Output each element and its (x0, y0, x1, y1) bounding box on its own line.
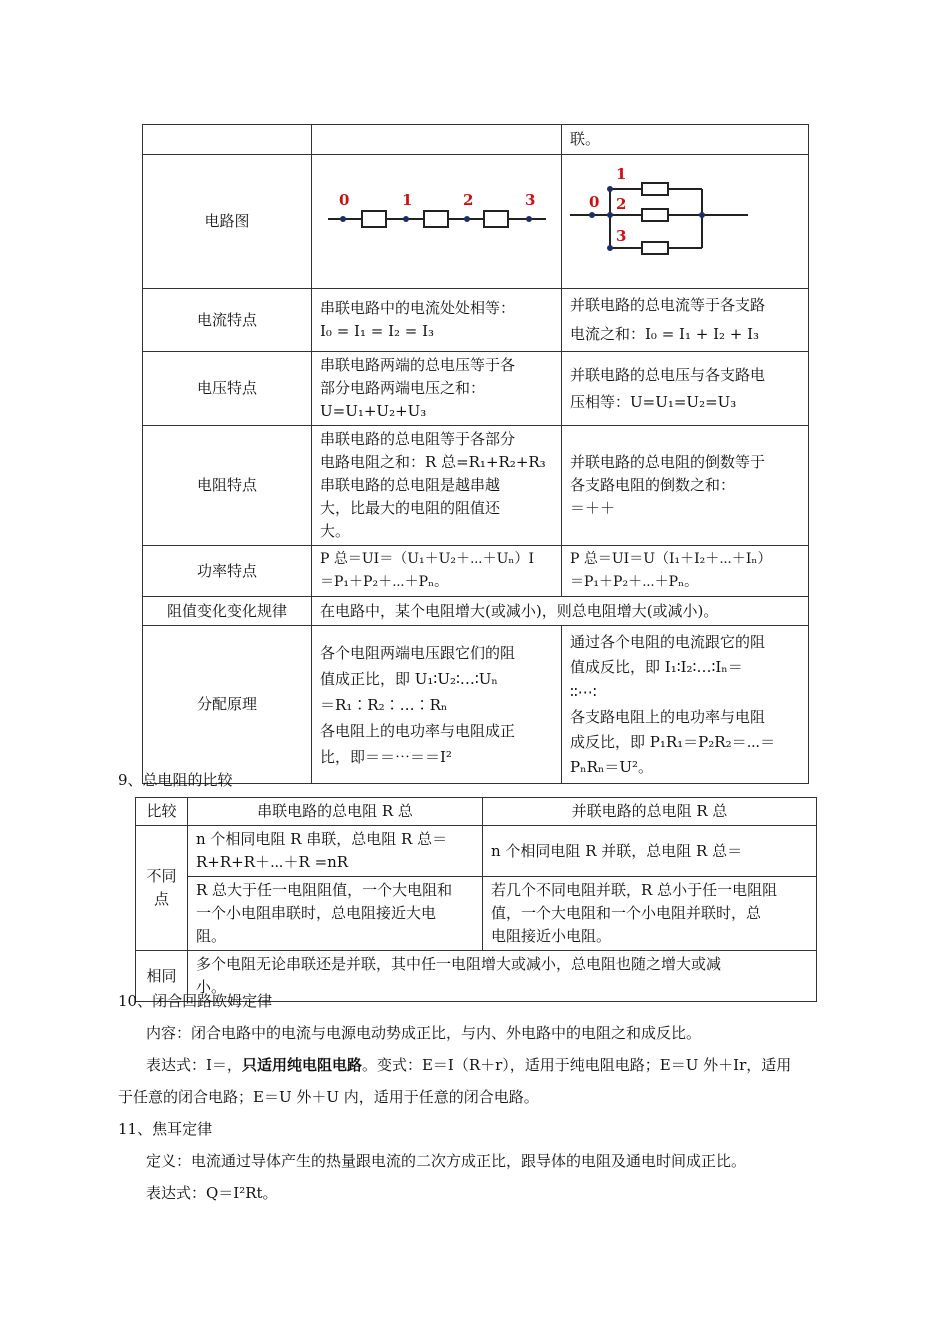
row-label-circuit: 电路图 (143, 155, 312, 289)
text-line: 并联电路的总电阻的倒数等于 (570, 453, 766, 471)
diff2-parallel-cell (483, 877, 817, 951)
section-11-heading: 11、焦耳定律 (118, 1120, 213, 1138)
text-line: U=U₁+U₂+U₃ (320, 402, 427, 420)
series-power-cell (312, 546, 562, 597)
text-line: 串联电路的总电阻是越串越 (320, 476, 501, 494)
expr-part: 表达式：I＝， (146, 1056, 242, 1074)
text-line: 值成正比，即 U₁∶U₂∶…∶Uₙ (320, 669, 498, 688)
text-line: 并联电路的总电压与各支路电 (570, 365, 766, 384)
ohm-expression-cont: 于任意的闭合电路；E＝U 外＋U 内，适用于任意的闭合电路。 (118, 1088, 539, 1106)
text-line: ＝＋＋ (570, 499, 616, 517)
rule-cell: 在电路中，某个电阻增大(或减小)，则总电阻增大(或减小)。 (312, 597, 809, 626)
series-circuit-svg (312, 155, 560, 281)
diff1-parallel-cell: n 个相同电阻 R 并联，总电阻 R 总＝ (483, 826, 817, 877)
series-current-cell (312, 289, 562, 352)
same-label: 相同 (136, 951, 188, 1002)
row-label-rule: 阻值变化变化规律 (143, 597, 312, 626)
diff2-series-cell (188, 877, 483, 951)
text-line: 电流之和：I₀ = I₁ + I₂ + I₃ (570, 325, 760, 343)
text-line: ∶∶⋯∶ (570, 682, 597, 701)
row-label-voltage: 电压特点 (143, 352, 312, 426)
text-line: 电路电阻之和：R 总=R₁+R₂+R₃ (320, 453, 546, 471)
table-header: 串联电路的总电阻 R 总 (188, 798, 483, 826)
total-resistance-table (135, 797, 817, 1002)
row-label-resistance: 电阻特点 (143, 426, 312, 546)
parallel-resistance-cell (562, 426, 809, 546)
parallel-distribution-cell (562, 626, 809, 784)
row-label-power: 功率特点 (143, 546, 312, 597)
text-line: 压相等：U=U₁=U₂=U₃ (570, 392, 737, 411)
text-line: ＝P₁＋P₂＋⋯＋Pₙ。 (570, 574, 699, 590)
row-label-distribution: 分配原理 (143, 626, 312, 784)
series-parallel-table (142, 124, 809, 784)
text-line: 串联电路两端的总电压等于各 (320, 356, 516, 374)
text-line: R+R+R＋⋯＋R =nR (196, 853, 349, 871)
text-line: 小。 (196, 978, 227, 996)
node-label: 2 (616, 195, 627, 213)
text-line: PₙRₙ＝U²。 (570, 757, 654, 776)
text-line: 通过各个电阻的电流跟它的阻 (570, 632, 766, 651)
cell-empty (143, 125, 312, 155)
text-line: n 个相同电阻 R 串联，总电阻 R 总＝ (196, 830, 448, 848)
text-line: 若几个不同电阻并联，R 总小于任一电阻阻 (491, 881, 778, 899)
node-label: 0 (339, 191, 350, 209)
same-cell (188, 951, 817, 1002)
text-line: ＝R₁∶R₂∶…∶Rₙ (320, 695, 448, 714)
text-line: 各电阻上的电功率与电阻成正 (320, 721, 516, 740)
text-line: 各个电阻两端电压跟它们的阻 (320, 643, 516, 662)
text-line: 电阻接近小电阻。 (491, 927, 612, 945)
text-line: P 总＝UI＝U（I₁＋I₂＋⋯＋Iₙ） (570, 551, 772, 567)
ohm-content: 内容：闭合电路中的电流与电源电动势成正比，与内、外电路中的电阻之和成反比。 (146, 1024, 702, 1042)
node-label: 2 (463, 191, 474, 209)
text-line: 阻。 (196, 927, 227, 945)
text-line: 串联电路中的电流处处相等： (320, 299, 516, 317)
node-label: 3 (616, 227, 627, 245)
text-line: P 总＝UI＝（U₁＋U₂＋⋯＋Uₙ）I (320, 551, 535, 567)
node-label: 1 (402, 191, 413, 209)
expr-part: 。变式：E＝I（R＋r），适用于纯电阻电路；E＝U 外＋Ir，适用 (361, 1056, 792, 1074)
text-line: 值成反比，即 I₁∶I₂∶…∶Iₙ＝ (570, 657, 743, 676)
text-line: I₀ = I₁ = I₂ = I₃ (320, 322, 435, 340)
table-header: 比较 (136, 798, 188, 826)
text-line: R 总大于任一电阻阻值，一个大电阻和 (196, 881, 453, 899)
series-distribution-cell (312, 626, 562, 784)
diff-label: 不同点 (136, 826, 188, 951)
text-line: 多个电阻无论串联还是并联，其中任一电阻增大或减小，总电阻也随之增大或减 (196, 955, 722, 973)
series-voltage-cell (312, 352, 562, 426)
series-resistance-cell (312, 426, 562, 546)
parallel-circuit-svg (562, 155, 808, 281)
text-line: 大。 (320, 522, 351, 540)
parallel-circuit-diagram (562, 155, 809, 289)
cell-text: 联。 (562, 125, 809, 155)
text-line: 值，一个大电阻和一个小电阻并联时，总 (491, 904, 762, 922)
text-line: 部分电路两端电压之和： (320, 379, 486, 397)
section-9-heading: 9、总电阻的比较 (118, 771, 233, 789)
text-line: 成反比，即 P₁R₁＝P₂R₂＝⋯＝ (570, 732, 776, 751)
joule-definition: 定义：电流通过导体产生的热量跟电流的二次方成正比，跟导体的电阻及通电时间成正比。 (146, 1152, 747, 1170)
text-line: 并联电路的总电流等于各支路 (570, 296, 766, 314)
parallel-power-cell (562, 546, 809, 597)
text-line: 串联电路的总电阻等于各部分 (320, 430, 516, 448)
node-label: 1 (616, 165, 627, 183)
text-line: 一个小电阻串联时，总电阻接近大电 (196, 904, 437, 922)
series-circuit-diagram (312, 155, 562, 289)
node-label: 3 (525, 191, 536, 209)
cell-empty (312, 125, 562, 155)
diff1-series-cell (188, 826, 483, 877)
expr-emphasis: 只适用纯电阻电路 (241, 1056, 362, 1074)
section-10-heading: 10、闭合回路欧姆定律 (118, 992, 273, 1010)
text-line: 各支路电阻上的电功率与电阻 (570, 707, 766, 726)
text-line: 各支路电阻的倒数之和： (570, 476, 736, 494)
text-line: 比，即＝＝⋯＝＝I² (320, 747, 452, 766)
node-label: 0 (589, 193, 600, 211)
table-header: 并联电路的总电阻 R 总 (483, 798, 817, 826)
joule-expression: 表达式：Q＝I²Rt。 (146, 1184, 278, 1202)
parallel-current-cell (562, 289, 809, 352)
ohm-expression (146, 1054, 791, 1076)
row-label-current: 电流特点 (143, 289, 312, 352)
text-line: ＝P₁＋P₂＋⋯＋Pₙ。 (320, 574, 449, 590)
text-line: 大，比最大的电阻的阻值还 (320, 499, 501, 517)
parallel-voltage-cell (562, 352, 809, 426)
